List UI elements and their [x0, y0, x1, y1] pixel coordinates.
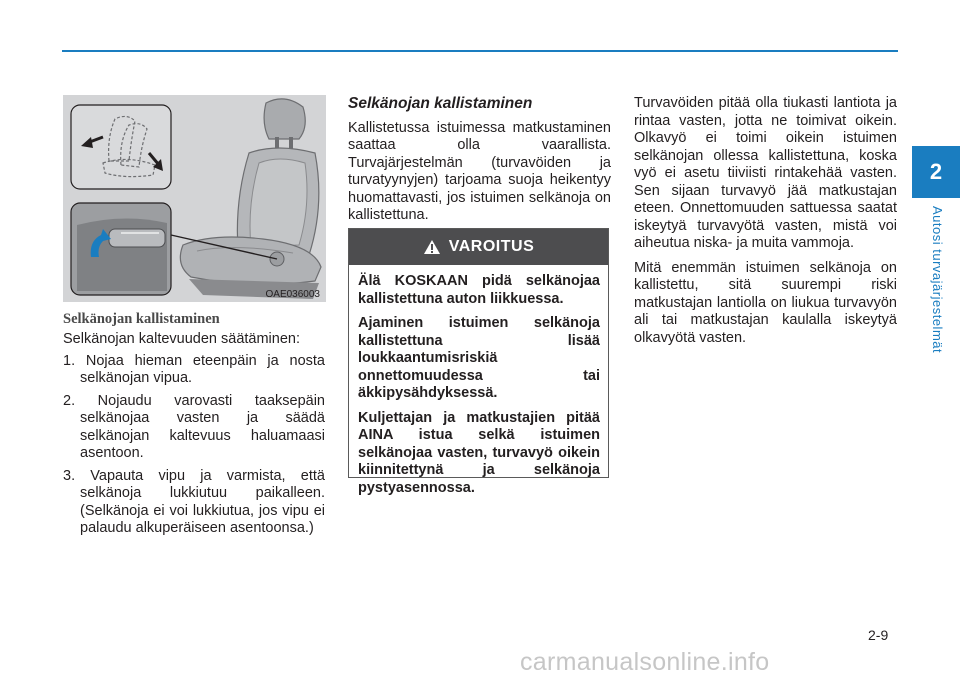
right-column [634, 95, 897, 354]
warning-paragraph: Ajaminen istuimen selkänoja kallistettuna lisää loukkaantumisriskiä onnettomuudessa tai äkkipysähdyksessä. [358, 315, 600, 401]
middle-column [348, 95, 611, 232]
header-rule [62, 50, 898, 52]
adjustment-steps [63, 353, 325, 538]
seat-illustration-svg [63, 95, 326, 302]
left-column [63, 331, 325, 543]
step-item: 1. Nojaa hieman eteenpäin ja nosta selkänojan vipua. [63, 352, 325, 386]
left-section-heading: Selkänojan kallistaminen [63, 311, 220, 327]
figure-code: OAE036003 [265, 289, 320, 300]
right-paragraph: Mitä enemmän istuimen selkänoja on kallistettu, sitä suurempi riski matkustajan lantiolla on liukua turvavyön ali tai matkustajan kaulalla iskeytyä olkavyötä vasten. [634, 259, 897, 346]
chapter-title: Autosi turvajärjestelmät [930, 206, 945, 354]
warning-body [349, 265, 608, 497]
step-item: 3. Vapauta vipu ja varmista, että selkänoja lukkiutuu paikalleen. (Selkänoja ei voi lukkiutua, jos vipu ei palaudu alkuperäiseen asentoonsa.) [63, 467, 325, 536]
seat-recline-illustration [63, 95, 326, 302]
warning-triangle-icon [423, 239, 441, 255]
page-number: 2-9 [868, 627, 889, 643]
step-item: 2. Nojaudu varovasti taaksepäin selkänojaa vasten ja säädä selkänojan kaltevuus haluamaasi asentoon. [63, 392, 325, 461]
warning-box [348, 228, 609, 496]
warning-paragraph: Kuljettajan ja matkustajien pitää AINA istua selkä istuimen selkänojaa vasten, turvavyö oikein kiinnitettynä ja selkänoja pystyasennossa. [358, 409, 600, 496]
warning-title: VAROITUS [448, 238, 535, 255]
warning-header [349, 229, 608, 265]
warning-paragraph: Älä KOSKAAN pidä selkänojaa kallistettuna auton liikkuessa. [358, 273, 600, 307]
right-paragraph: Turvavöiden pitää olla tiukasti lantiota ja rintaa vasten, jotta ne toimivat oikein. Olkavyö ei toimi oikein istuimen selkänojan ollessa kallistettuna, koska vyö ei asetu tiiviisti rintakehää vasten. Sen sijaan turvavyö jää matkustajan eteen. Onnettomuuden sattuessa saatat iskeytyä turvavyötä vasten, mistä voi aiheutua niska- ja muita vammoja. [634, 95, 897, 251]
middle-body-text: Kallistetussa istuimessa matkustaminen saattaa olla vaarallista. Turvajärjestelmän (turvavöiden ja turvatyynyjen) tarjoama suoja heikentyy huomattavasti, jos istuimen selkänoja on kallistettuna. [348, 119, 611, 223]
middle-section-heading: Selkänojan kallistaminen [348, 95, 533, 112]
left-lead-text: Selkänojan kaltevuuden säätäminen: [63, 331, 300, 347]
chapter-number-tab: 2 [912, 146, 960, 198]
watermark-text: carmanualsonline.info [520, 648, 770, 676]
